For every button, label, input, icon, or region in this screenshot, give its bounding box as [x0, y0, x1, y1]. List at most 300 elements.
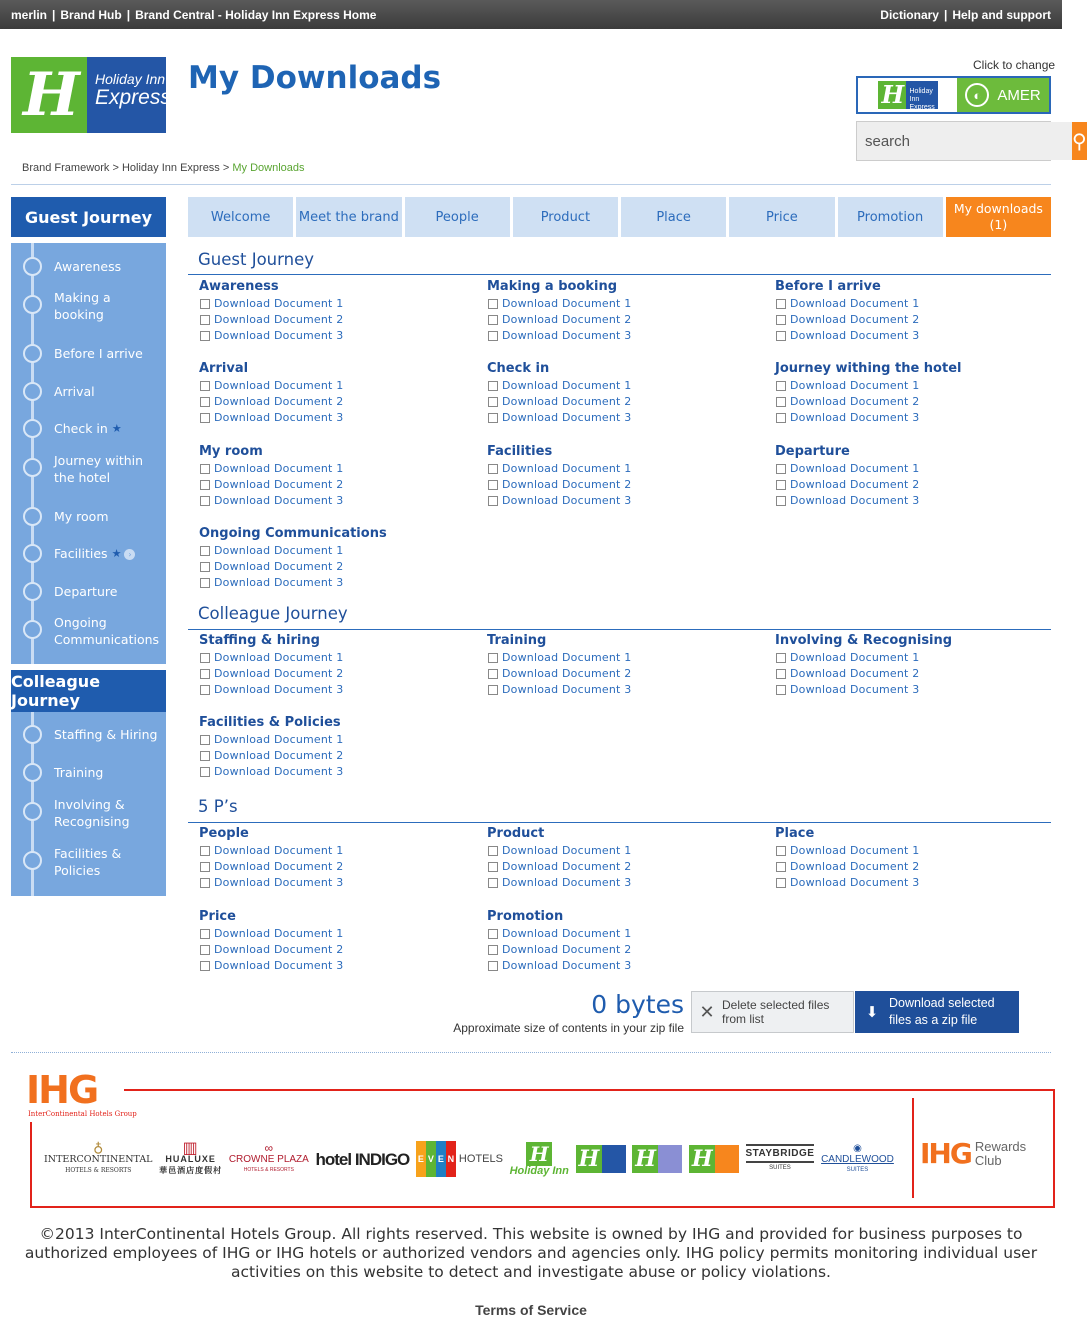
download-document-item[interactable]	[199, 575, 469, 591]
download-checkbox[interactable]	[488, 653, 498, 663]
download-document-item[interactable]	[487, 312, 757, 328]
h-mark-icon: H	[23, 60, 80, 130]
download-group	[487, 361, 757, 426]
download-checkbox[interactable]	[776, 496, 786, 506]
download-checkbox[interactable]	[200, 929, 210, 939]
download-document-item[interactable]	[199, 543, 469, 559]
download-checkbox[interactable]	[200, 878, 210, 888]
holiday-inn-club-vacations-logo[interactable]: H	[689, 1145, 739, 1173]
download-document-link[interactable]: Download Document 2	[790, 313, 920, 326]
download-checkbox[interactable]	[776, 331, 786, 341]
download-group-title: My room	[199, 444, 263, 459]
holiday-inn-express-logo[interactable]: H	[576, 1145, 626, 1173]
download-document-item[interactable]	[199, 764, 469, 780]
footer-divider	[11, 1052, 1051, 1053]
download-document-link[interactable]: Download Document 3	[502, 411, 632, 424]
help-support-link[interactable]: Help and support	[952, 7, 1051, 22]
download-document-item[interactable]	[199, 859, 469, 875]
download-document-item[interactable]	[775, 394, 1045, 410]
download-group-title: Promotion	[487, 909, 564, 924]
region-selector[interactable]	[957, 78, 1049, 112]
tab-people[interactable]: People	[405, 197, 510, 237]
download-document-item[interactable]	[775, 312, 1045, 328]
download-checkbox[interactable]	[776, 846, 786, 856]
download-document-item[interactable]	[775, 875, 1045, 891]
download-document-link[interactable]: Download Document 3	[790, 329, 920, 342]
breadcrumb: Brand Framework > Holiday Inn Express > My Downloads	[22, 162, 305, 174]
click-to-change-hint: Click to change	[973, 58, 1056, 72]
download-document-link[interactable]: Download Document 1	[790, 462, 920, 475]
download-checkbox[interactable]	[488, 413, 498, 423]
download-document-link[interactable]: Download Document 1	[214, 927, 344, 940]
download-document-link[interactable]: Download Document 2	[502, 667, 632, 680]
terms-of-service-link[interactable]: Terms of Service	[475, 1302, 587, 1318]
sidebar-colleague-journey-heading[interactable]: Colleague Journey	[11, 670, 166, 712]
star-icon: ★	[111, 422, 122, 435]
download-document-link[interactable]: Download Document 3	[502, 329, 632, 342]
download-document-link[interactable]: Download Document 3	[502, 683, 632, 696]
download-checkbox[interactable]	[488, 381, 498, 391]
dictionary-link[interactable]: Dictionary	[880, 7, 939, 22]
download-document-item[interactable]	[775, 410, 1045, 426]
timeline-dot-icon	[23, 419, 42, 438]
download-document-link[interactable]: Download Document 1	[502, 927, 632, 940]
globe-icon: ◐	[965, 83, 989, 107]
timeline-dot-icon	[23, 295, 42, 314]
download-document-item[interactable]	[487, 859, 757, 875]
tab-place[interactable]: Place	[621, 197, 726, 237]
sidebar-guest-journey: Awareness Making a booking Before I arrive Arrival Check in ★ Journey within the hotel My room Facilities ★ › Departure Ongoing Communications	[11, 243, 166, 664]
download-document-link[interactable]: Download Document 1	[502, 844, 632, 857]
download-checkbox[interactable]	[200, 299, 210, 309]
separator: |	[126, 7, 131, 22]
download-document-link[interactable]: Download Document 3	[790, 683, 920, 696]
breadcrumb-brand-framework[interactable]: Brand Framework	[22, 162, 110, 174]
brand-switcher	[856, 76, 1051, 114]
section-title-5ps: 5 P’s	[198, 797, 238, 816]
download-document-link[interactable]: Download Document 2	[214, 560, 344, 573]
download-document-item[interactable]	[487, 477, 757, 493]
download-document-item[interactable]	[199, 296, 469, 312]
download-checkbox[interactable]	[200, 735, 210, 745]
download-group	[487, 909, 757, 974]
download-checkbox[interactable]	[200, 331, 210, 341]
download-document-link[interactable]: Download Document 1	[214, 462, 344, 475]
download-checkbox[interactable]	[488, 496, 498, 506]
top-bar	[0, 0, 1062, 29]
download-document-item[interactable]	[199, 328, 469, 344]
download-checkbox[interactable]	[488, 331, 498, 341]
close-icon: ✕	[699, 1001, 715, 1022]
download-document-link[interactable]: Download Document 1	[502, 297, 632, 310]
timeline-dot-icon	[23, 507, 42, 526]
download-document-item[interactable]	[487, 410, 757, 426]
download-document-item[interactable]	[487, 666, 757, 682]
download-group	[487, 279, 757, 344]
download-document-link[interactable]: Download Document 3	[214, 576, 344, 589]
download-document-item[interactable]	[199, 410, 469, 426]
brand-central-link[interactable]: Brand Central - Holiday Inn Express Home	[135, 7, 377, 22]
download-document-item[interactable]	[775, 666, 1045, 682]
download-group-title: Staffing & hiring	[199, 633, 320, 648]
download-group-title: Before I arrive	[775, 279, 881, 294]
download-document-link[interactable]: Download Document 3	[214, 411, 344, 424]
download-group-title: Place	[775, 826, 815, 841]
download-document-link[interactable]: Download Document 2	[502, 860, 632, 873]
staybridge-suites-logo[interactable]: STAYBRIDGE SUITES	[746, 1144, 815, 1174]
download-group	[775, 444, 1045, 509]
download-checkbox[interactable]	[200, 961, 210, 971]
copyright-text: ©2013 InterContinental Hotels Group. All rights reserved. This website is owned by IHG and provided for business purposes to authorized employees of IHG or IHG hotels or authorized vendors and agencies only. IHG policy permits monitoring individual user activities on this website to detect and investigate abuse or policy violations.	[24, 1225, 1038, 1281]
logo-line1: Holiday Inn	[95, 71, 166, 87]
download-checkbox[interactable]	[200, 669, 210, 679]
download-group-title: Price	[199, 909, 236, 924]
download-checkbox[interactable]	[200, 578, 210, 588]
hotel-indigo-logo[interactable]: hotel INDIGO	[315, 1149, 410, 1169]
download-checkbox[interactable]	[488, 299, 498, 309]
download-document-link[interactable]: Download Document 3	[790, 411, 920, 424]
download-checkbox[interactable]	[776, 653, 786, 663]
download-checkbox[interactable]	[776, 381, 786, 391]
download-document-item[interactable]	[199, 926, 469, 942]
download-document-link[interactable]: Download Document 3	[502, 876, 632, 889]
timeline-dot-icon	[23, 458, 42, 477]
download-document-item[interactable]	[487, 942, 757, 958]
tab-price[interactable]: Price	[729, 197, 834, 237]
ihg-logo[interactable]: IHG InterContinental Hotels Group	[26, 1070, 124, 1122]
section-divider	[188, 822, 1051, 823]
download-checkbox[interactable]	[200, 653, 210, 663]
download-document-item[interactable]	[487, 958, 757, 974]
download-document-link[interactable]: Download Document 1	[790, 651, 920, 664]
ihg-rewards-club-logo[interactable]: IHG Rewards Club	[920, 1137, 1027, 1170]
download-checkbox[interactable]	[200, 945, 210, 955]
sidebar-colleague-journey: Staffing & Hiring Training Involving & Recognising Facilities & Policies	[11, 712, 166, 896]
download-document-link[interactable]: Download Document 1	[214, 544, 344, 557]
top-bar-left	[11, 8, 376, 22]
timeline-dot-icon	[23, 382, 42, 401]
download-document-link[interactable]: Download Document 2	[214, 395, 344, 408]
download-checkbox[interactable]	[200, 480, 210, 490]
star-icon: ★	[111, 547, 122, 560]
download-document-item[interactable]	[199, 477, 469, 493]
download-document-item[interactable]	[199, 958, 469, 974]
download-checkbox[interactable]	[200, 751, 210, 761]
download-document-link[interactable]: Download Document 2	[502, 943, 632, 956]
download-document-item[interactable]	[487, 650, 757, 666]
page-title: My Downloads	[188, 60, 442, 96]
separator: |	[943, 7, 948, 22]
download-document-link[interactable]: Download Document 3	[790, 876, 920, 889]
timeline-dot-icon	[23, 620, 42, 639]
download-checkbox[interactable]	[200, 546, 210, 556]
download-document-item[interactable]	[199, 682, 469, 698]
download-checkbox[interactable]	[488, 846, 498, 856]
download-checkbox[interactable]	[776, 669, 786, 679]
download-group	[487, 444, 757, 509]
download-document-link[interactable]: Download Document 3	[502, 494, 632, 507]
holiday-inn-express-mini-logo: H Holiday Inn Express	[878, 81, 938, 109]
download-checkbox[interactable]	[776, 397, 786, 407]
download-document-item[interactable]	[487, 926, 757, 942]
download-checkbox[interactable]	[488, 945, 498, 955]
download-document-item[interactable]	[199, 666, 469, 682]
download-document-link[interactable]: Download Document 2	[214, 667, 344, 680]
download-group-title: Ongoing Communications	[199, 526, 387, 541]
download-group-title: Product	[487, 826, 545, 841]
download-document-link[interactable]: Download Document 3	[214, 765, 344, 778]
section-divider	[188, 274, 1051, 275]
download-document-item[interactable]	[199, 394, 469, 410]
download-document-link[interactable]: Download Document 2	[502, 395, 632, 408]
breadcrumb-current: My Downloads	[232, 162, 305, 174]
download-document-link[interactable]: Download Document 3	[214, 494, 344, 507]
search-button[interactable]	[1072, 122, 1087, 160]
download-document-item[interactable]	[487, 843, 757, 859]
timeline-dot-icon	[23, 851, 42, 870]
tab-my-downloads[interactable]: My downloads (1)	[946, 197, 1051, 237]
download-document-item[interactable]	[487, 493, 757, 509]
download-document-link[interactable]: Download Document 2	[790, 395, 920, 408]
download-document-item[interactable]	[775, 859, 1045, 875]
download-document-item[interactable]	[775, 461, 1045, 477]
download-document-item[interactable]	[775, 328, 1045, 344]
section-title-guest-journey: Guest Journey	[198, 250, 314, 269]
download-group-title: Making a booking	[487, 279, 618, 294]
download-group-title: Awareness	[199, 279, 279, 294]
download-group-title: Facilities & Policies	[199, 715, 341, 730]
timeline-dot-icon	[23, 257, 42, 276]
download-arrow-icon: ⬇	[865, 1004, 879, 1021]
download-zip-button[interactable]: ⬇ Download selected files as a zip file	[855, 991, 1019, 1033]
download-checkbox[interactable]	[488, 480, 498, 490]
tab-promotion[interactable]: Promotion	[838, 197, 943, 237]
download-document-link[interactable]: Download Document 2	[214, 313, 344, 326]
crowne-plaza-logo[interactable]: ∞ CROWNE PLAZA HOTELS & RESORTS	[228, 1140, 309, 1173]
download-group-title: Arrival	[199, 361, 249, 376]
download-document-link[interactable]: Download Document 1	[214, 651, 344, 664]
download-checkbox[interactable]	[200, 397, 210, 407]
download-document-item[interactable]	[199, 493, 469, 509]
download-checkbox[interactable]	[776, 480, 786, 490]
tab-meet-the-brand[interactable]: Meet the brand	[296, 197, 401, 237]
download-checkbox[interactable]	[488, 315, 498, 325]
section-title-colleague-journey: Colleague Journey	[198, 604, 348, 623]
download-document-link[interactable]: Download Document 1	[214, 844, 344, 857]
download-document-link[interactable]: Download Document 1	[502, 379, 632, 392]
download-document-link[interactable]: Download Document 1	[214, 379, 344, 392]
holiday-inn-express-logo[interactable]	[11, 57, 171, 133]
download-document-item[interactable]	[199, 378, 469, 394]
download-document-item[interactable]	[487, 378, 757, 394]
download-document-link[interactable]: Download Document 1	[214, 733, 344, 746]
download-checkbox[interactable]	[488, 878, 498, 888]
download-checkbox[interactable]	[776, 413, 786, 423]
download-group	[199, 715, 469, 780]
download-document-item[interactable]	[199, 875, 469, 891]
download-document-item[interactable]	[775, 477, 1045, 493]
download-document-item[interactable]	[199, 461, 469, 477]
download-document-link[interactable]: Download Document 2	[214, 943, 344, 956]
download-document-item[interactable]	[199, 559, 469, 575]
search-box	[856, 121, 1087, 161]
download-checkbox[interactable]	[200, 464, 210, 474]
download-checkbox[interactable]	[488, 862, 498, 872]
download-document-item[interactable]	[775, 296, 1045, 312]
download-document-item[interactable]	[487, 875, 757, 891]
download-group-title: Check in	[487, 361, 550, 376]
download-group-title: Journey withing the hotel	[775, 361, 962, 376]
download-checkbox[interactable]	[776, 685, 786, 695]
main-nav-tabs	[188, 197, 1051, 237]
download-checkbox[interactable]	[200, 315, 210, 325]
separator: |	[52, 7, 56, 22]
region-label: AMER	[997, 86, 1041, 104]
download-checkbox[interactable]	[776, 315, 786, 325]
download-group	[199, 909, 469, 974]
timeline-dot-icon	[23, 725, 42, 744]
download-group-title: People	[199, 826, 249, 841]
download-document-item[interactable]	[775, 378, 1045, 394]
download-document-link[interactable]: Download Document 3	[214, 683, 344, 696]
download-document-item[interactable]	[487, 461, 757, 477]
download-document-item[interactable]	[487, 394, 757, 410]
holiday-inn-resort-logo[interactable]: H	[632, 1145, 682, 1173]
download-document-link[interactable]: Download Document 3	[502, 959, 632, 972]
download-group	[775, 633, 1045, 698]
download-group	[199, 633, 469, 698]
download-document-link[interactable]: Download Document 1	[214, 297, 344, 310]
download-checkbox[interactable]	[200, 562, 210, 572]
download-checkbox[interactable]	[776, 464, 786, 474]
holiday-inn-logo[interactable]: H Holiday Inn	[509, 1141, 569, 1177]
download-document-item[interactable]	[199, 942, 469, 958]
chevron-right-icon: ›	[124, 549, 135, 560]
timeline-dot-icon	[23, 802, 42, 821]
download-checkbox[interactable]	[776, 878, 786, 888]
delete-selected-button[interactable]: ✕ Delete selected files from list	[691, 991, 854, 1033]
download-document-link[interactable]: Download Document 2	[790, 860, 920, 873]
download-checkbox[interactable]	[488, 397, 498, 407]
brand-hub-link[interactable]: Brand Hub	[60, 7, 122, 22]
download-group-title: Departure	[775, 444, 850, 459]
download-group	[775, 826, 1045, 891]
download-checkbox[interactable]	[200, 767, 210, 777]
download-checkbox[interactable]	[488, 961, 498, 971]
download-checkbox[interactable]	[200, 496, 210, 506]
tab-welcome[interactable]: Welcome	[188, 197, 293, 237]
tab-product[interactable]: Product	[513, 197, 618, 237]
download-document-link[interactable]: Download Document 1	[790, 844, 920, 857]
download-document-item[interactable]	[487, 328, 757, 344]
download-checkbox[interactable]	[488, 929, 498, 939]
timeline-dot-icon	[23, 544, 42, 563]
download-checkbox[interactable]	[200, 685, 210, 695]
download-document-link[interactable]: Download Document 1	[502, 651, 632, 664]
download-document-link[interactable]: Download Document 1	[502, 462, 632, 475]
section-divider	[188, 629, 1051, 630]
breadcrumb-holiday-inn-express[interactable]: Holiday Inn Express	[121, 162, 220, 174]
brand-logos	[44, 1134, 894, 1184]
download-group	[775, 361, 1045, 426]
download-checkbox[interactable]	[776, 862, 786, 872]
download-document-link[interactable]: Download Document 3	[214, 959, 344, 972]
download-group-title: Involving & Recognising	[775, 633, 953, 648]
download-document-link[interactable]: Download Document 3	[214, 329, 344, 342]
zip-size-value: 0 bytes	[591, 990, 684, 1019]
timeline-dot-icon	[23, 344, 42, 363]
download-checkbox[interactable]	[488, 685, 498, 695]
download-document-link[interactable]: Download Document 2	[214, 860, 344, 873]
download-document-link[interactable]: Download Document 2	[502, 478, 632, 491]
timeline-dot-icon	[23, 582, 42, 601]
download-document-link[interactable]: Download Document 3	[214, 876, 344, 889]
intercontinental-logo[interactable]: ♁ INTERCONTINENTAL HOTELS & RESORTS	[44, 1139, 153, 1174]
download-checkbox[interactable]	[488, 669, 498, 679]
even-hotels-logo[interactable]: E V E N HOTELS	[416, 1141, 503, 1177]
download-document-item[interactable]	[487, 682, 757, 698]
download-checkbox[interactable]	[200, 846, 210, 856]
download-checkbox[interactable]	[200, 413, 210, 423]
download-document-link[interactable]: Download Document 2	[790, 478, 920, 491]
timeline-dot-icon	[23, 763, 42, 782]
download-group	[775, 279, 1045, 344]
download-checkbox[interactable]	[200, 862, 210, 872]
download-group	[199, 361, 469, 426]
download-group-title: Facilities	[487, 444, 553, 459]
zip-size-caption: Approximate size of contents in your zip file	[453, 1021, 684, 1035]
download-document-link[interactable]: Download Document 2	[502, 313, 632, 326]
download-document-item[interactable]	[775, 682, 1045, 698]
download-document-link[interactable]: Download Document 2	[790, 667, 920, 680]
download-document-item[interactable]	[199, 650, 469, 666]
download-document-item[interactable]	[775, 493, 1045, 509]
search-input[interactable]	[857, 122, 1072, 160]
hualuxe-logo[interactable]: ▥ HUALUXE 華邑酒店度假村	[159, 1139, 223, 1175]
candlewood-suites-logo[interactable]: ◉ CANDLEWOOD SUITES	[821, 1142, 894, 1173]
download-document-item[interactable]	[199, 312, 469, 328]
download-group	[199, 826, 469, 891]
downloads-count-badge: (1)	[989, 217, 1008, 232]
sidebar-guest-journey-heading[interactable]: Guest Journey	[11, 197, 166, 237]
download-document-item[interactable]	[775, 843, 1045, 859]
download-document-link[interactable]: Download Document 2	[214, 478, 344, 491]
download-group	[199, 279, 469, 344]
download-document-link[interactable]: Download Document 2	[214, 749, 344, 762]
download-document-link[interactable]: Download Document 1	[790, 297, 920, 310]
download-checkbox[interactable]	[776, 299, 786, 309]
download-group-title: Training	[487, 633, 547, 648]
download-checkbox[interactable]	[488, 464, 498, 474]
download-document-link[interactable]: Download Document 1	[790, 379, 920, 392]
download-group	[199, 526, 469, 591]
download-document-item[interactable]	[487, 296, 757, 312]
search-icon: ⚲	[1072, 130, 1087, 153]
download-document-item[interactable]	[775, 650, 1045, 666]
rewards-divider	[912, 1098, 914, 1198]
download-document-item[interactable]	[199, 748, 469, 764]
top-bar-right	[880, 8, 1051, 22]
download-checkbox[interactable]	[200, 381, 210, 391]
download-document-item[interactable]	[199, 843, 469, 859]
download-group	[487, 826, 757, 891]
logo-line2: Express	[95, 86, 171, 109]
download-document-link[interactable]: Download Document 3	[790, 494, 920, 507]
header-divider	[11, 184, 1051, 185]
brand-selector[interactable]	[858, 78, 957, 112]
download-document-item[interactable]	[199, 732, 469, 748]
merlin-link[interactable]: merlin	[11, 7, 48, 22]
